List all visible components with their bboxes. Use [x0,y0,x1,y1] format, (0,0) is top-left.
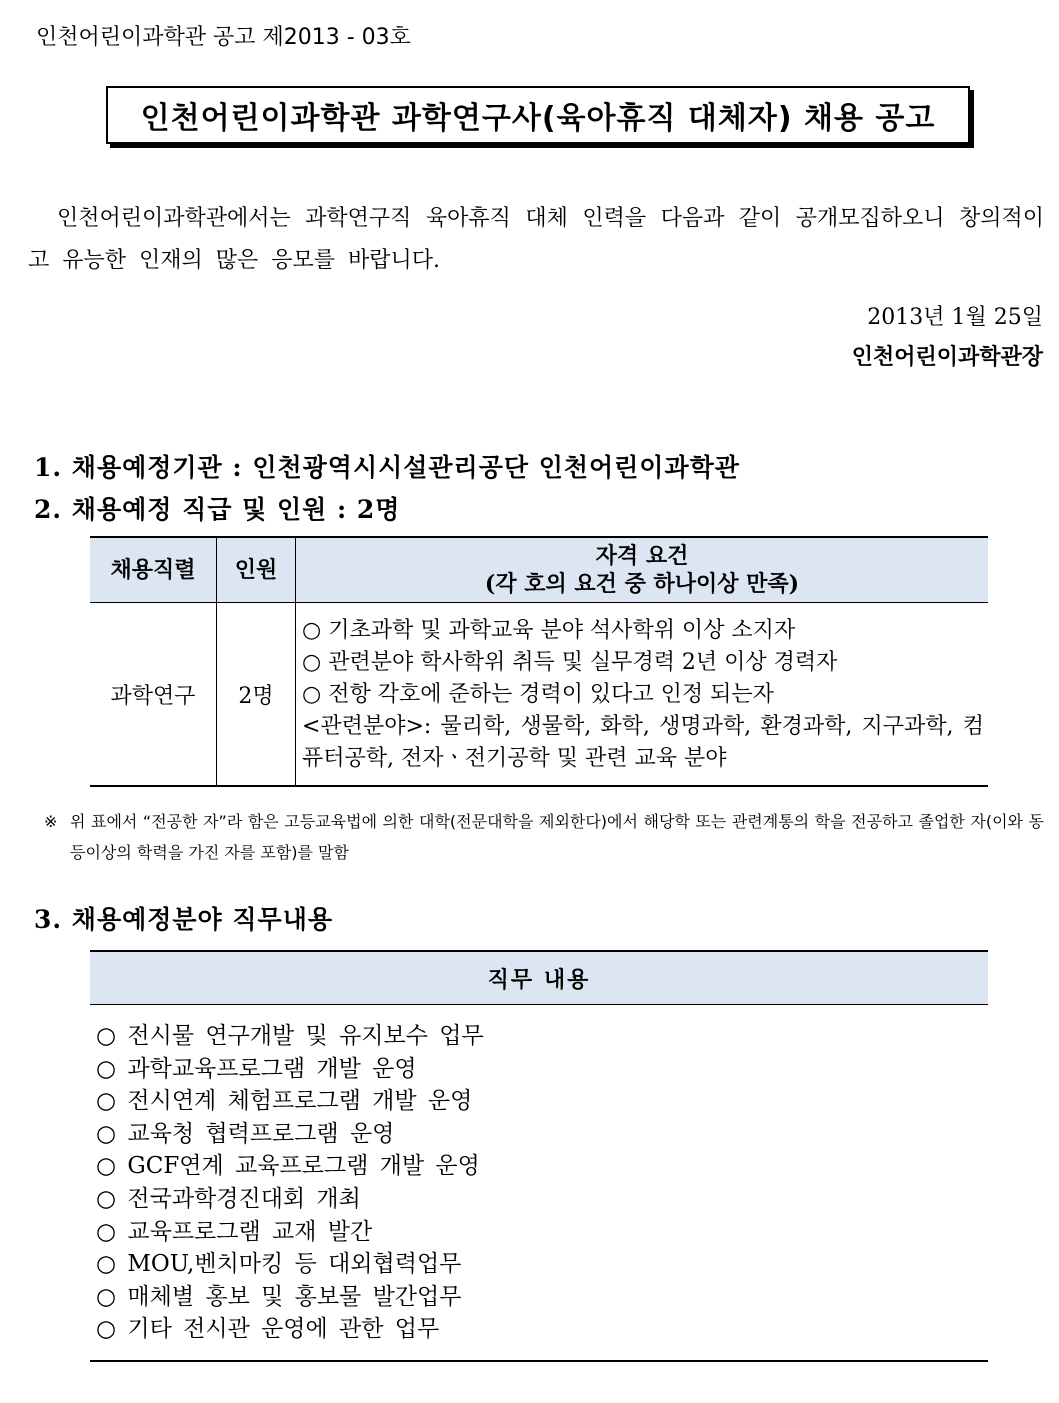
table-header-row [90,537,988,603]
section-3-heading: 3. 채용예정분야 직무내용 [34,905,334,934]
list-item: ○ 교육프로그램 교재 발간 [96,1218,373,1245]
table-row [90,603,988,787]
section-1-heading: 1. 채용예정기관 : 인천광역시시설관리공단 인천어린이과학관 [34,453,740,482]
list-item: ○ 매체별 홍보 및 홍보물 발간업무 [96,1283,462,1310]
intro-paragraph [28,198,1044,282]
title-banner [106,86,972,146]
requirements-table [90,536,988,787]
reference-mark: ※ [44,812,58,831]
notice-number: 인천어린이과학관 공고 제2013 - 03호 [36,25,411,50]
list-item: ○ 기타 전시관 운영에 관한 업무 [96,1316,440,1343]
requirement-item: ○ 관련분야 학사학위 취득 및 실무경력 2년 이상 경력자 [302,650,838,675]
header-requirements-title: 자격 요건 [595,543,689,569]
signer: 인천어린이과학관장 [851,344,1043,370]
intro-text: 인천어린이과학관에서는 과학연구직 육아휴직 대체 인력을 다음과 같이 공개모집하오니 창의적이고 유능한 인재의 많은 응모를 바랍니다. [28,206,1044,273]
list-item: ○ 전시물 연구개발 및 유지보수 업무 [96,1023,484,1049]
list-item: ○ 전국과학경진대회 개최 [96,1185,361,1212]
duty-list [96,1020,484,1346]
requirement-item: ○ 기초과학 및 과학교육 분야 석사학위 이상 소지자 [302,618,796,643]
duty-table-header: 직무 내용 [90,950,988,1005]
requirement-item: ○ 전항 각호에 준하는 경력이 있다고 인정 되는자 [302,682,774,707]
duty-table-bottom-rule [90,1360,988,1362]
header-requirements-sub: (각 호의 요건 중 하나이상 만족) [484,571,800,597]
list-item: ○ 과학교육프로그램 개발 운영 [96,1055,417,1082]
header-count: 인원 [217,537,296,603]
list-item: ○ 전시연계 체험프로그램 개발 운영 [96,1088,473,1115]
page-title: 인천어린이과학관 과학연구사(육아휴직 대체자) 채용 공고 [140,101,936,136]
list-item: ○ GCF연계 교육프로그램 개발 운영 [96,1153,480,1180]
list-item: ○ 교육청 협력프로그램 운영 [96,1120,395,1147]
footnote [44,806,1044,868]
announcement-date: 2013년 1월 25일 [867,305,1043,330]
header-requirements [296,537,989,603]
header-position: 채용직렬 [90,537,217,603]
cell-requirements [296,603,989,787]
list-item: ○ MOU,벤치마킹 등 대외협력업무 [96,1251,462,1278]
title-box [106,86,970,144]
cell-position: 과학연구 [90,603,217,787]
footnote-text: 위 표에서 “전공한 자”라 함은 고등교육법에 의한 대학(전문대학을 제외한다)에서 해당학 또는 관련계통의 학을 전공하고 졸업한 자(이와 동등이상의 학력을 가진 자를 포함)를 말함 [70,812,1044,862]
requirement-related-fields: <관련분야>: 물리학, 생물학, 화학, 생명과학, 환경과학, 지구과학, 컴퓨터공학, 전자ㆍ전기공학 및 관련 교육 분야 [302,714,984,771]
cell-count: 2명 [217,603,296,787]
section-2-heading: 2. 채용예정 직급 및 인원 : 2명 [34,495,401,524]
